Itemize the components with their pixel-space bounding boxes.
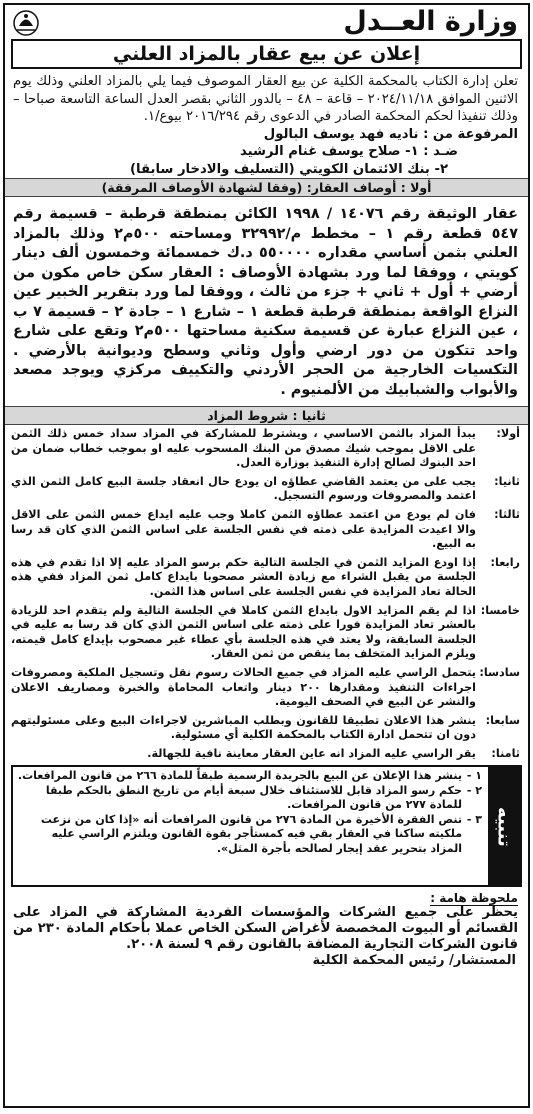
condition-item [11,604,520,662]
section-conditions-heading: ثانيا : شروط المزاد [5,406,528,425]
notice-number: ١ - [466,769,482,783]
masthead [5,5,528,39]
parties-block [5,126,528,178]
defendant-2: ٢- بنك الائتمان الكويتي (التسليف والادخار سابقا) [130,161,448,177]
condition-item [11,666,520,710]
ministry-title: وزارة العــدل [343,6,518,37]
condition-item [11,747,520,762]
condition-text: يتحمل الراسي عليه المزاد في جميع الحالات رسوم نقل وتسجيل الملكية ومصروفات اجراءات التنفيذ ومقدارها ٢٠٠ دينار واتعاب المحاماة والخبرة ومصاريف الاعلان والنشر عن البيع في الصحف اليومية. [11,665,476,709]
notice-text: تنص الفقرة الأخيرة من المادة ٢٧٦ من قانون المرافعات أنه «إذا كان من نزعت ملكيته ساكنا في العقار بقي فيه كمستأجر بقوة القانون ويلتزم الراسي عليه المزاد بتحرير عقد إيجار لصالحه بأجرة المثل». [40,812,462,855]
condition-label: سابعا: [485,713,520,727]
property-text: عقار الوثيقة رقم ١٤٠٧٦ / ١٩٩٨ الكائن بمنطقة قرطبة – قسيمة رقم ٥٤٧ قطعة رقم ١ – مخطط م/٣٢٩٩٢ ومساحته ٥٠٠م٢ وذلك بالمزاد العلني بثمن أساسي مقداره ٥٥٠٠٠٠ د.ك خمسمائة وخمسون ألف دينار كويتي ، ووفقا لما ورد بشهادة الأوصاف : العقار سكن خاص مكون من أرضي + أول + ثاني + جزء من ثالث ، ووفقا لما ورد بتقرير الخبير عين النزاع الواقعة بمنطقة قرطبة قطعة ١ – شارع ١ – جادة ٢ – قسيمة ٧ ب ، عين النزاع عبارة عن قسيمة سكنية مساحتها ٥٠٠م٢ وتقع على شارع واحد تتكون من دور ارضي وأول وثاني وسطح وديوانية بالأرضي . التكسيات الخارجية من الحجر الأردني والتكييف مركزي ويوجد مصعد والأبواب والشبابيك من الألمنيوم . [13,206,519,398]
notice-item [17,784,482,813]
important-note-text: يحظر على جميع الشركات والمؤسسات الفردية المشاركة في المزاد على القسائم أو البيوت المخصصة لأغراض السكن الخاص عملا بأحكام المادة ٢٣٠ من قانون الشركات التجارية المضافة بالقانون رقم ٩ لسنة ٢٠٠٨. [13,905,518,953]
important-note-title [5,887,528,905]
condition-text: اذا لم يقم المزايد الاول بايداع الثمن كاملا في الجلسة التالية ولم يتقدم احد للزيادة بالعشر تعاد المزايدة فورا على ذمته على اساس الثمن الذي كان قد رسا به عليه في الجلسة السابقة، ولا يعتد في هذه الجلسة بأي عطاء غير مصحوب بإيداع كامل قيمته، ويلزم المزايد المتخلف بما ينقص من ثمن العقار. [11,603,476,661]
intro-text: تعلن إدارة الكتاب بالمحكمة الكلية عن بيع العقار الموصوف فيما يلي بالمزاد العلني وذلك يوم الاثنين الموافق ٢٠٢٤/١١/١٨ – قاعة – ٤٨ – بالدور الثاني بقصر العدل الساعة التاسعة صباحا – وذلك تنفيذا لحكم المحكمة الصادر في الدعوى رقم ٢٠١٦/٢٩٤ بيوع/١. [13,74,518,125]
condition-label: ثانيا: [494,474,520,488]
signature: المستشار/ رئيس المحكمة الكلية [312,953,516,969]
condition-label: ثالثا: [494,507,520,521]
important-note-heading: ملحوظة هامة : [430,891,518,906]
condition-text: إذا اودع المزايد الثمن في الجلسة التالية حكم برسو المزاد عليه إلا اذا تقدم في هذه الجلسة من يقبل الشراء مع زيادة العشر مصحوبا بايداع كامل ثمن المزاد ففي هذه الحالة تعاد المزايدة في نفس الجلسة على اساس هذا الثمن. [11,555,476,598]
notice-number: ٢ - [466,783,482,797]
plaintiff: المرفوعة من : ناديه فهد يوسف البالول [263,126,518,142]
property-description [5,197,528,406]
condition-label: خامسا: [480,603,520,617]
notice-item [17,813,482,856]
condition-label: سادسا: [479,665,520,679]
condition-label: ثامنا: [491,746,520,760]
condition-item [11,475,520,504]
condition-item [11,556,520,600]
notice-item [17,769,482,783]
condition-label: أولا: [496,427,520,440]
notice-box [11,765,522,887]
section-property-heading: أولا : أوصاف العقار: (وفقا لشهادة الأوصاف المرفقة) [5,178,528,197]
state-emblem-icon [11,7,41,37]
announcement-title: إعلان عن بيع عقار بالمزاد العلني [11,39,522,69]
condition-text: يجب على من يعتمد القاضي عطاؤه ان يودع حال انعقاد جلسة البيع كامل الثمن الذي اعتمد والمصروفات ورسوم التسجيل. [11,474,476,503]
condition-label: رابعا: [490,555,520,569]
intro-paragraph [5,69,528,126]
notice-number: ٣ - [466,812,482,826]
condition-item [11,714,520,743]
notice-list [13,767,488,885]
condition-item [11,508,520,552]
condition-text: ينشر هذا الاعلان تطبيقا للقانون وبطلب المباشرين لاجراءات البيع وعلى مسئوليتهم دون ان تتحمل ادارة الكتاب بالمحكمة الكلية أي مسئولية. [11,713,476,742]
condition-text: يبدأ المزاد بالثمن الاساسي ، ويشترط للمشاركة في المزاد سداد خمس ذلك الثمن على الاقل بموجب شيك مصدق من البنك المسحوب عليه او بموجب خطاب ضمان من احد البنوك لصالح إدارة التنفيذ بوزارة العدل. [11,427,476,470]
conditions-list [5,425,528,761]
defendant-1: ضـد : ١- صلاح يوسف غنام الرشيد [239,144,458,160]
notice-label: تنبيه [488,767,520,885]
notice-text: حكم رسو المزاد قابل للاستئناف خلال سبعة أيام من تاريخ النطق بالحكم طبقا للمادة ٢٧٧ من قانون المرافعات. [45,783,462,812]
condition-text: يقر الراسي عليه المزاد انه عاين العقار معاينة نافية للجهالة. [147,746,476,760]
announcement-page [3,3,530,1108]
condition-item [11,427,520,471]
condition-text: فان لم يودع من اعتمد عطاؤه الثمن كاملا وجب عليه ايداع خمس الثمن على الاقل والا اعيدت المزايدة على ذمته في نفس الجلسة على اساس الثمن الذي كان قد رسا به البيع. [11,507,476,551]
notice-text: ينشر هذا الإعلان عن البيع بالجريدة الرسمية طبقاً للمادة ٢٦٦ من قانون المرافعات. [17,769,462,783]
